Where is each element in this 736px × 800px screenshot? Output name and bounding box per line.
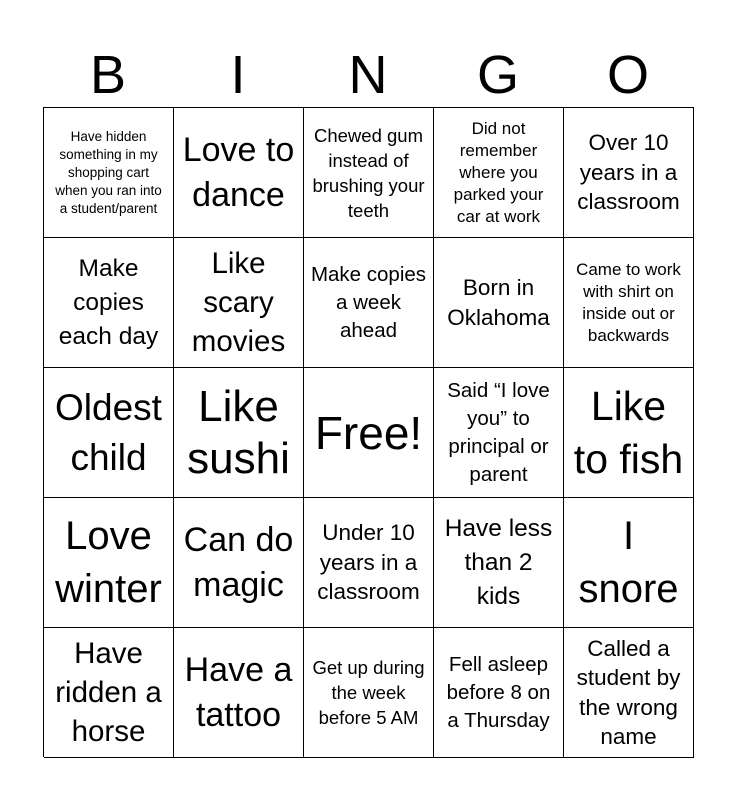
cell-text: Get up during the week before 5 AM <box>312 657 425 728</box>
header-letter-g: G <box>476 45 519 105</box>
cell-text: Love to dance <box>182 130 295 214</box>
cell-text: Love winter <box>55 513 162 611</box>
cell-text: Like to fish <box>573 382 684 482</box>
bingo-cell-r5-c1[interactable] <box>44 628 174 758</box>
bingo-cell-r4-c3[interactable] <box>304 498 434 628</box>
cell-text: Oldest child <box>55 386 162 478</box>
cell-text: Over 10 years in a classroom <box>577 130 680 215</box>
cell-text: Came to work with shirt on inside out or backwards <box>576 259 681 345</box>
bingo-cell-r3-c2[interactable] <box>174 368 304 498</box>
bingo-cell-r3-c5[interactable] <box>564 368 694 498</box>
cell-text: Born in Oklahoma <box>447 275 550 330</box>
cell-text: Fell asleep before 8 on a Thursday <box>446 652 551 732</box>
cell-text: Like sushi <box>187 381 290 483</box>
cell-text: Make copies a week ahead <box>310 262 427 342</box>
bingo-cell-r4-c5[interactable] <box>564 498 694 628</box>
bingo-header <box>43 44 693 106</box>
bingo-cell-r3-c4[interactable] <box>434 368 564 498</box>
bingo-cell-r5-c2[interactable] <box>174 628 304 758</box>
bingo-cell-r4-c4[interactable] <box>434 498 564 628</box>
bingo-cell-r2-c3[interactable] <box>304 238 434 368</box>
cell-text: Can do magic <box>183 520 294 604</box>
bingo-cell-free[interactable] <box>304 368 434 498</box>
header-letter-b: B <box>89 45 127 105</box>
bingo-cell-r3-c1[interactable] <box>44 368 174 498</box>
bingo-cell-r4-c2[interactable] <box>174 498 304 628</box>
bingo-cell-r1-c2[interactable] <box>174 108 304 238</box>
bingo-cell-r4-c1[interactable] <box>44 498 174 628</box>
cell-text: Have less than 2 kids <box>444 514 553 610</box>
bingo-cell-r2-c2[interactable] <box>174 238 304 368</box>
cell-text: Under 10 years in a classroom <box>317 520 420 605</box>
cell-text: Like scary movies <box>191 247 286 358</box>
cell-text: Said “I love you” to principal or parent <box>447 378 550 486</box>
bingo-board <box>43 107 694 757</box>
bingo-cell-r5-c4[interactable] <box>434 628 564 758</box>
bingo-cell-r1-c1[interactable] <box>44 108 174 238</box>
header-letter-i: I <box>230 45 246 105</box>
bingo-cell-r2-c1[interactable] <box>44 238 174 368</box>
cell-text: Did not remember where you parked your car at work <box>453 118 544 226</box>
cell-text: Called a student by the wrong name <box>576 635 681 749</box>
cell-text: Have a tattoo <box>184 650 293 734</box>
cell-text: Have ridden a horse <box>55 637 162 748</box>
header-letter-n: N <box>348 45 388 105</box>
cell-text: Make copies each day <box>58 254 159 350</box>
free-space-text: Free! <box>314 406 423 459</box>
bingo-cell-r1-c5[interactable] <box>564 108 694 238</box>
bingo-cell-r5-c3[interactable] <box>304 628 434 758</box>
bingo-cell-r1-c3[interactable] <box>304 108 434 238</box>
header-letter-o: O <box>606 45 649 105</box>
cell-text: Chewed gum instead of brushing your teeth <box>312 124 425 221</box>
bingo-cell-r2-c5[interactable] <box>564 238 694 368</box>
bingo-cell-r1-c4[interactable] <box>434 108 564 238</box>
bingo-cell-r5-c5[interactable] <box>564 628 694 758</box>
cell-text: I snore <box>578 513 679 611</box>
bingo-cell-r2-c4[interactable] <box>434 238 564 368</box>
cell-text: Have hidden something in my shopping cart when you ran into a student/parent <box>55 128 162 216</box>
